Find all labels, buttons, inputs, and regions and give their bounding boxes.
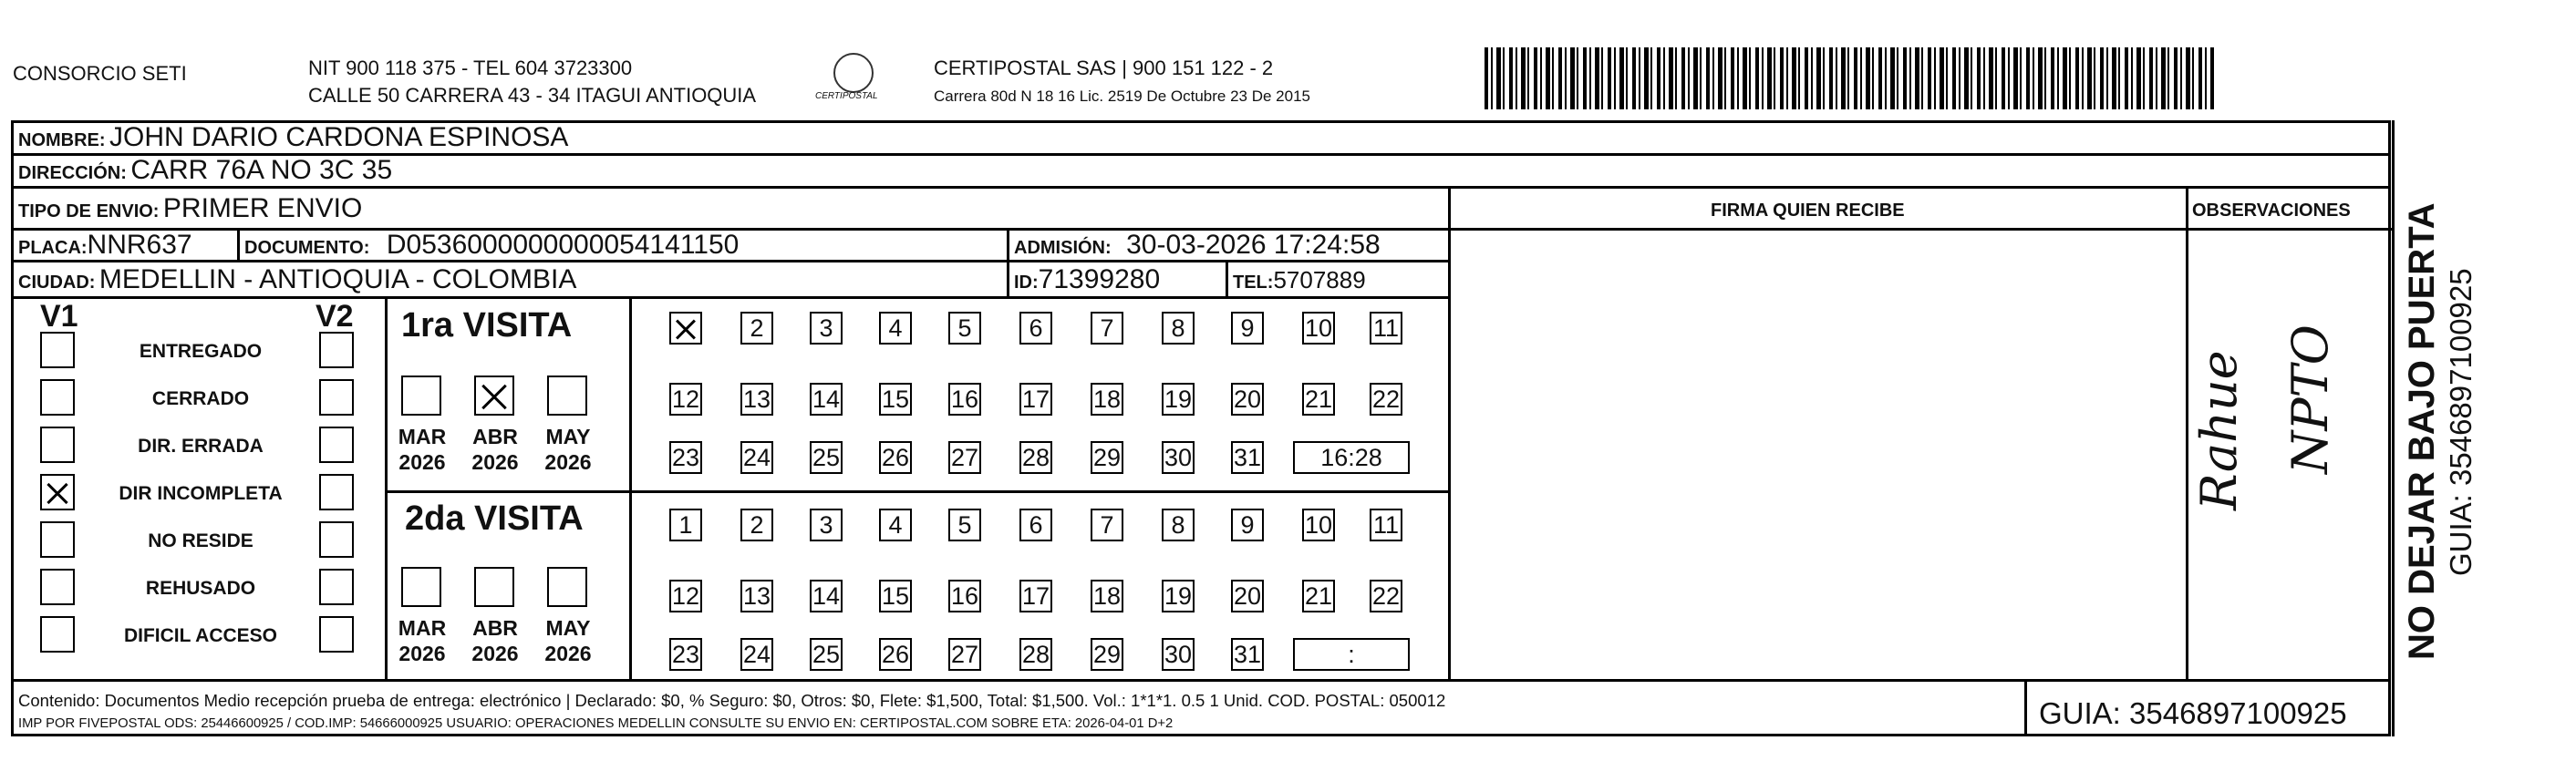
visit1-title: 1ra VISITA	[401, 306, 573, 345]
tipo-row: TIPO DE ENVIO: PRIMER ENVIO	[18, 193, 363, 223]
visit1-time-box[interactable]: 16:28	[1293, 441, 1410, 474]
handwritten-observation-2: NPTO	[2281, 324, 2339, 474]
visit1-day-box[interactable]: 17	[1019, 383, 1052, 416]
visit2-title: 2da VISITA	[405, 499, 584, 538]
visit2-month-checkbox[interactable]	[547, 567, 587, 607]
visit2-day-box[interactable]: 15	[879, 580, 912, 612]
visit2-month-label: ABR	[472, 616, 518, 640]
visit2-day-box[interactable]: 19	[1162, 580, 1195, 612]
visit1-day-box[interactable]: 10	[1302, 312, 1335, 345]
visit1-month-label: ABR	[472, 425, 518, 448]
visit2-day-box[interactable]: 20	[1231, 580, 1264, 612]
nit-line: NIT 900 118 375 - TEL 604 3723300	[308, 57, 633, 79]
placa-value: NNR637	[87, 230, 192, 260]
visit1-day-box[interactable]: 12	[669, 383, 702, 416]
visit1-day-box[interactable]: 26	[879, 441, 912, 474]
visit2-day-box[interactable]: 24	[740, 638, 773, 671]
tipo-value: PRIMER ENVIO	[162, 193, 363, 223]
visit1-month-checkbox[interactable]	[474, 376, 514, 416]
visit1-day-box[interactable]: 21	[1302, 383, 1335, 416]
v1-checkbox[interactable]	[40, 569, 75, 605]
status-option-label: DIFICIL ACCESO	[123, 625, 277, 646]
visit2-day-box[interactable]: 13	[740, 580, 773, 612]
visit1-day-box[interactable]: 22	[1370, 383, 1402, 416]
v1-checkbox[interactable]	[40, 616, 75, 653]
visit1-day-box[interactable]: 28	[1019, 441, 1052, 474]
documento-row: DOCUMENTO: D0536000000000054141150	[244, 230, 740, 260]
v2-checkbox[interactable]	[319, 569, 354, 605]
visit2-day-box[interactable]: 10	[1302, 509, 1335, 541]
admision-row: ADMISIÓN: 30-03-2026 17:24:58	[1014, 230, 1381, 260]
visit2-day-box[interactable]: 26	[879, 638, 912, 671]
visit1-day-box[interactable]: 3	[810, 312, 843, 345]
visit1-day-box[interactable]: 9	[1231, 312, 1264, 345]
visit1-year-label: 2026	[398, 450, 446, 474]
visit1-month-checkbox[interactable]	[547, 376, 587, 416]
v2-checkbox[interactable]	[319, 616, 354, 653]
v2-label: V2	[316, 299, 354, 334]
certipostal-line: CERTIPOSTAL SAS | 900 151 122 - 2	[934, 57, 1274, 79]
visit2-day-box[interactable]: 23	[669, 638, 702, 671]
firma-label: FIRMA QUIEN RECIBE	[1711, 201, 1905, 221]
status-option-label: DIR. ERRADA	[138, 436, 264, 457]
visit1-day-box[interactable]: 25	[810, 441, 843, 474]
nombre-row: NOMBRE: JOHN DARIO CARDONA ESPINOSA	[18, 122, 569, 152]
visit1-day-box[interactable]	[669, 312, 702, 345]
visit2-day-box[interactable]: 3	[810, 509, 843, 541]
v1-checkbox[interactable]	[40, 332, 75, 368]
visit1-month-checkbox[interactable]	[401, 376, 441, 416]
placa-row: PLACA:NNR637	[18, 230, 192, 260]
imp-line: IMP POR FIVEPOSTAL ODS: 25446600925 / COD.IMP: 54666000925 USUARIO: OPERACIONES MEDELLIN CONSULTE SU ENVIO EN: CERTIPOSTAL.COM SOBRE ETA: 2026-04-01 D+2	[18, 716, 1174, 731]
visit2-day-box[interactable]: 29	[1091, 638, 1123, 671]
visit2-day-box[interactable]: 5	[948, 509, 981, 541]
visit1-day-box[interactable]: 30	[1162, 441, 1195, 474]
visit2-day-box[interactable]: 4	[879, 509, 912, 541]
form-frame	[11, 120, 2391, 736]
v2-checkbox[interactable]	[319, 332, 354, 368]
visit2-month-label: MAY	[545, 616, 591, 640]
visit2-month-checkbox[interactable]	[474, 567, 514, 607]
visit1-day-box[interactable]: 15	[879, 383, 912, 416]
v1-checkbox[interactable]	[40, 521, 75, 558]
visit2-day-box[interactable]: 22	[1370, 580, 1402, 612]
visit2-day-box[interactable]: 25	[810, 638, 843, 671]
visit2-day-box[interactable]: 7	[1091, 509, 1123, 541]
visit2-month-checkbox[interactable]	[401, 567, 441, 607]
address-line: CALLE 50 CARRERA 43 - 34 ITAGUI ANTIOQUIA	[308, 84, 757, 107]
nombre-value: JOHN DARIO CARDONA ESPINOSA	[109, 122, 569, 152]
visit1-day-box[interactable]: 7	[1091, 312, 1123, 345]
visit1-day-box[interactable]: 19	[1162, 383, 1195, 416]
visit1-day-box[interactable]: 23	[669, 441, 702, 474]
handwritten-observation-1: Rahue	[2190, 350, 2248, 510]
v1-label: V1	[40, 299, 78, 334]
admision-value: 30-03-2026 17:24:58	[1126, 230, 1381, 260]
visit2-day-box[interactable]: 8	[1162, 509, 1195, 541]
visit2-day-box[interactable]: 6	[1019, 509, 1052, 541]
status-option-label: ENTREGADO	[139, 341, 263, 362]
id-value: 71399280	[1038, 264, 1161, 294]
status-option-label: REHUSADO	[145, 578, 256, 599]
visit1-day-box[interactable]: 18	[1091, 383, 1123, 416]
v2-checkbox[interactable]	[319, 379, 354, 416]
direccion-value: CARR 76A NO 3C 35	[130, 155, 393, 185]
visit1-day-box[interactable]: 11	[1370, 312, 1402, 345]
tel-value: 5707889	[1273, 266, 1366, 293]
visit2-day-box[interactable]: 31	[1231, 638, 1264, 671]
visit1-day-box[interactable]: 20	[1231, 383, 1264, 416]
side-guia: GUIA: 3546897100925	[2444, 268, 2478, 576]
visit2-day-box[interactable]: 17	[1019, 580, 1052, 612]
visit1-day-box[interactable]: 6	[1019, 312, 1052, 345]
content-line: Contenido: Documentos Medio recepción prueba de entrega: electrónico | Declarado: $0, % Seguro: $0, Otros: $0, Flete: $1,500, Total: $1,500. Vol.: 1*1*1. 0.5 1 Unid. COD. POSTAL: 050012	[18, 691, 1446, 710]
v2-checkbox[interactable]	[319, 474, 354, 510]
certipostal-logo-icon	[833, 53, 874, 93]
visit1-day-box[interactable]: 29	[1091, 441, 1123, 474]
visit1-day-box[interactable]: 13	[740, 383, 773, 416]
status-option-label: NO RESIDE	[148, 530, 253, 551]
visit1-year-label: 2026	[544, 450, 592, 474]
v1-checkbox[interactable]	[40, 474, 75, 510]
visit2-day-box[interactable]: 18	[1091, 580, 1123, 612]
visit2-day-box[interactable]: 11	[1370, 509, 1402, 541]
visit2-day-box[interactable]: 2	[740, 509, 773, 541]
visit1-day-box[interactable]: 14	[810, 383, 843, 416]
status-option-label: CERRADO	[151, 388, 250, 409]
visit2-day-box[interactable]: 16	[948, 580, 981, 612]
visit1-day-box[interactable]: 2	[740, 312, 773, 345]
barcode	[1485, 47, 2214, 109]
visit1-day-box[interactable]: 8	[1162, 312, 1195, 345]
footer-guia: GUIA: 3546897100925	[2039, 696, 2347, 730]
visit1-day-box[interactable]: 4	[879, 312, 912, 345]
v2-checkbox[interactable]	[319, 521, 354, 558]
v2-checkbox[interactable]	[319, 427, 354, 463]
company-name: CONSORCIO SETI	[13, 62, 187, 85]
ciudad-row: CIUDAD: MEDELLIN - ANTIOQUIA - COLOMBIA	[18, 264, 577, 294]
direccion-row: DIRECCIÓN: CARR 76A NO 3C 35	[18, 155, 393, 185]
documento-value: D0536000000000054141150	[386, 230, 740, 260]
visit1-day-box[interactable]: 24	[740, 441, 773, 474]
visit1-month-label: MAY	[545, 425, 591, 448]
visit2-day-box[interactable]: 30	[1162, 638, 1195, 671]
visit2-time-box[interactable]: :	[1293, 638, 1410, 671]
license-line: Carrera 80d N 18 16 Lic. 2519 De Octubre 23 De 2015	[934, 87, 1310, 105]
visit2-day-box[interactable]: 28	[1019, 638, 1052, 671]
visit2-day-box[interactable]: 1	[669, 509, 702, 541]
visit2-year-label: 2026	[471, 642, 519, 665]
v1-checkbox[interactable]	[40, 427, 75, 463]
visit2-day-box[interactable]: 14	[810, 580, 843, 612]
visit1-month-label: MAR	[398, 425, 447, 448]
visit1-day-box[interactable]: 5	[948, 312, 981, 345]
visit2-day-box[interactable]: 9	[1231, 509, 1264, 541]
visit1-year-label: 2026	[471, 450, 519, 474]
visit1-day-box[interactable]: 31	[1231, 441, 1264, 474]
id-row: ID:71399280	[1014, 264, 1161, 294]
v1-checkbox[interactable]	[40, 379, 75, 416]
logo-text: CERTIPOSTAL	[815, 91, 878, 101]
ciudad-value: MEDELLIN - ANTIOQUIA - COLOMBIA	[98, 264, 577, 294]
status-option-label: DIR INCOMPLETA	[119, 483, 283, 504]
visit2-day-box[interactable]: 27	[948, 638, 981, 671]
visit2-day-box[interactable]: 21	[1302, 580, 1335, 612]
visit2-year-label: 2026	[398, 642, 446, 665]
visit2-year-label: 2026	[544, 642, 592, 665]
visit2-month-label: MAR	[398, 616, 447, 640]
observaciones-label: OBSERVACIONES	[2192, 201, 2351, 221]
tel-row: TEL:5707889	[1233, 266, 1366, 293]
visit2-day-box[interactable]: 12	[669, 580, 702, 612]
visit1-day-box[interactable]: 27	[948, 441, 981, 474]
visit1-day-box[interactable]: 16	[948, 383, 981, 416]
no-dejar-bajo-puerta: NO DEJAR BAJO PUERTA	[2402, 202, 2442, 660]
